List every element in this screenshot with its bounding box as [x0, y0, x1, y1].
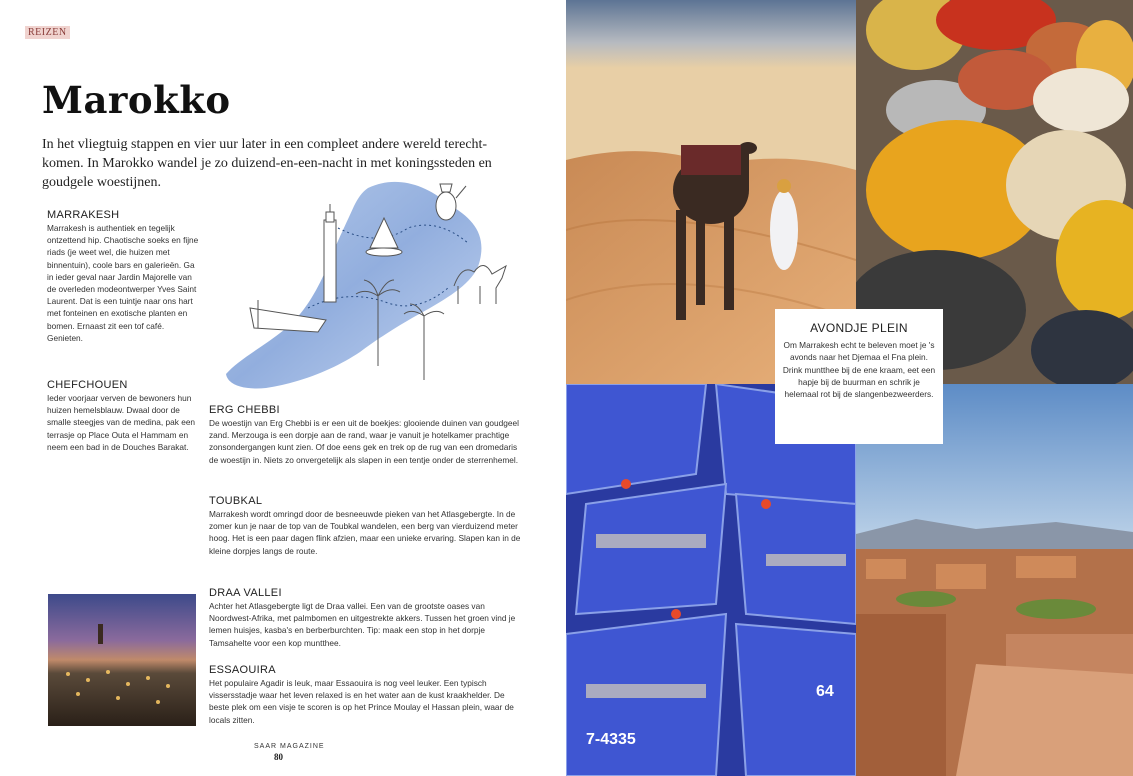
page-title: Marokko	[42, 78, 231, 122]
section-toubkal	[209, 495, 523, 557]
section-body: Het populaire Agadir is leuk, maar Essaouira is nog veel leuker. Een typisch vissersstadje waar het leven relaxed is en het water aan de kust kraakhelder. De beste plek om een visje te scoren is op het Prince Moulay el Hassan plein, waar de locals zitten.	[209, 678, 514, 725]
section-heading: CHEFCHOUEN	[47, 379, 128, 391]
section-body: Marrakesh wordt omringd door de besneeuwde pieken van het Atlasgebergte. In de zomer kun je naar de top van de Toubkal wandelen, een berg van vierduizend meter hoog. Het is een paar dagen flink afzien, maar een unieke ervaring. Slapen kan in de kleine dorpjes langs de route.	[209, 509, 521, 556]
section-body: Ieder voorjaar verven de bewoners hun huizen hemelsblauw. Dwaal door de smalle steegjes van de medina, pak een terrasje op Place Outa el Hammam en neem een bad in de Douches Barakat.	[47, 393, 196, 452]
intro-text: In het vliegtuig stappen en vier uur later in een compleet andere wereld terecht-komen. In Marokko wandel je zo duizend-en-een-nacht in met koningssteden en goudgele woestijnen.	[42, 137, 492, 190]
section-heading: ERG CHEBBI	[209, 404, 280, 416]
section-heading: DRAA VALLEI	[209, 587, 282, 599]
section-body: Achter het Atlasgebergte ligt de Draa vallei. Een van de grootste oases van Noordwest-Afrika, met palmbomen en uitgestrekte akkers. Tussen het groen vind je lemen huisjes, kasba's en berberburchten. Tip: maak een stop in het dorpje Tamsahelte voor een kop muntthee.	[209, 601, 516, 648]
page-number: 80	[274, 752, 283, 762]
callout-body: Om Marrakesh echt te beleven moet je 's avonds naar het Djemaa el Fna plein. Drink muntthee bij de ene kraam, eet een hapje bij de buurman en schrik je helemaal rot bij de slangenbezweerders.	[782, 340, 936, 400]
section-draa-vallei	[209, 587, 523, 649]
section-body: Marrakesh is authentiek en tegelijk ontzettend hip. Chaotische soeks en fijne riads (je weet wel, die huizen met binnentuin), coole bars en galerieën. Ga in ieder geval naar Jardin Majorelle van de overleden modeontwerper Yves Saint Laurent. Dat is een tuintje naar ons hart met fonteinen en exotische planten en bomen. Ernaast zit een tof café. Genieten.	[47, 223, 199, 343]
section-chefchouen	[47, 379, 202, 453]
section-heading: TOUBKAL	[209, 495, 263, 507]
callout-box	[775, 309, 943, 444]
morocco-map-illustration	[218, 168, 518, 400]
section-heading: ESSAOUIRA	[209, 664, 276, 676]
boat-number-b: 64	[816, 683, 834, 700]
footer-magazine: SAAR MAGAZINE	[254, 743, 325, 750]
left-page	[0, 0, 566, 776]
boat-number-a: 7-4335	[586, 731, 636, 748]
section-tag: REIZEN	[25, 26, 70, 39]
section-marrakesh	[47, 209, 202, 344]
marrakesh-square-photo	[48, 594, 196, 726]
section-heading: MARRAKESH	[47, 209, 120, 221]
section-essaouira	[209, 664, 523, 726]
minaret-sketch	[324, 204, 336, 302]
section-body: De woestijn van Erg Chebbi is er een uit de boekjes: glooiende duinen van goudgeel zand. Merzouga is een dorpje aan de rand, waar je vanuit je hotelkamer prachtige zonsondergangen kunt zien. Of doe eens gek en trek op de rug van een dromedaris de woestijn in. Niets zo onvergetelijk als slapen in een tentje onder de sterrenhemel.	[209, 418, 519, 465]
section-erg-chebbi	[209, 404, 523, 466]
callout-heading: AVONDJE PLEIN	[810, 321, 908, 335]
